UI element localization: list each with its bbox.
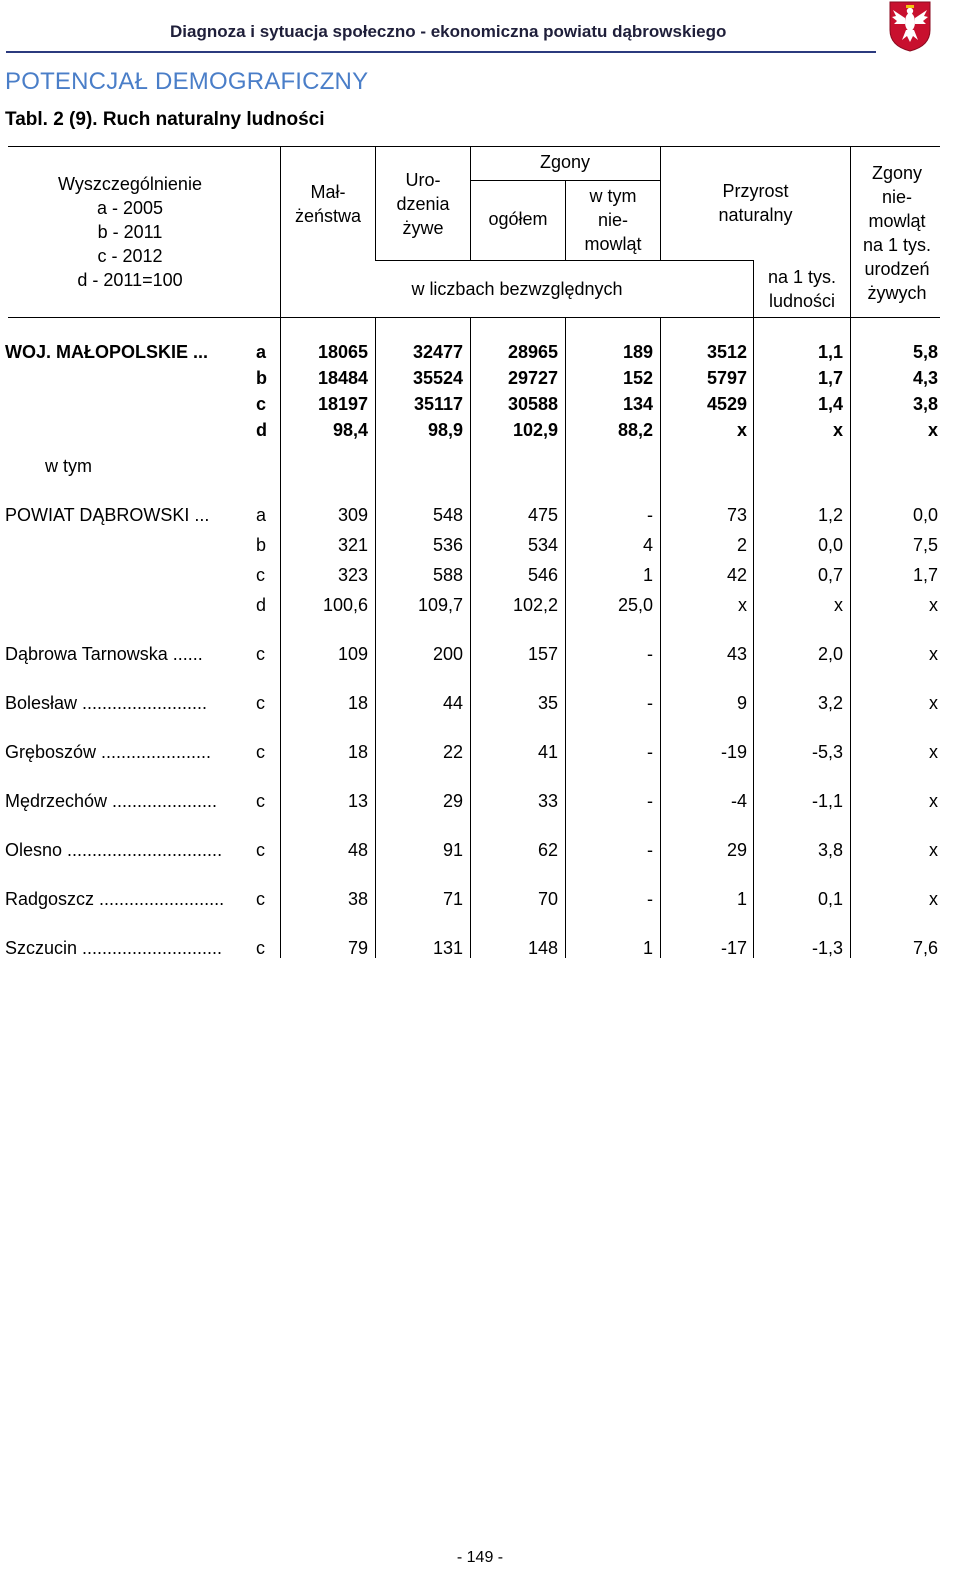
table-cell: 546 (527, 565, 558, 585)
row-letter: c (256, 693, 265, 713)
table-cell: x (929, 840, 938, 860)
table-cell: 152 (622, 368, 653, 388)
header-line: mowląt (584, 234, 642, 254)
table-cell: 109,7 (417, 595, 463, 615)
table-cell: x (929, 742, 938, 762)
table-cell: 1,2 (817, 505, 843, 525)
row-label: POWIAT DĄBROWSKI ... (5, 505, 210, 525)
table-cell: 62 (537, 840, 558, 860)
births-header (376, 168, 470, 240)
header-line: nie- (881, 187, 912, 207)
table-cell: x (929, 889, 938, 909)
legend-a: a - 2005 (96, 198, 164, 218)
table-cell: 18 (347, 742, 368, 762)
table-cell: 35524 (412, 368, 463, 388)
table-cell: 534 (527, 535, 558, 555)
table-cell: x (738, 595, 747, 615)
marriages-header (281, 180, 375, 228)
table-cell: 0,7 (817, 565, 843, 585)
table-cell: 71 (442, 889, 463, 909)
table-cell: 4,3 (912, 368, 938, 388)
table-cell: - (647, 644, 653, 664)
header-line: dzenia (396, 194, 450, 214)
table-cell: - (647, 742, 653, 762)
table-title: Tabl. 2 (9). Ruch naturalny ludności (5, 109, 325, 130)
table-cell: x (929, 791, 938, 811)
table-cell: x (832, 420, 843, 440)
table-cell: 134 (622, 394, 653, 414)
table-cell: 38 (347, 889, 368, 909)
table-cell: - (647, 791, 653, 811)
row-letter: a (256, 505, 267, 525)
table-cell: 323 (337, 565, 368, 585)
table-cell: - (647, 889, 653, 909)
body-divider (850, 318, 851, 958)
absolute-header: w liczbach bezwzględnych (411, 279, 623, 299)
table-cell: 102,9 (512, 420, 558, 440)
row-letter: c (256, 938, 265, 958)
header-line: ludności (768, 291, 836, 311)
table-cell: 42 (726, 565, 747, 585)
table-cell: 4 (642, 535, 653, 555)
table-cell: - (647, 840, 653, 860)
table-cell: 41 (537, 742, 558, 762)
body-divider (660, 318, 661, 958)
header-line: Mał- (310, 182, 346, 202)
legend-d: d - 2011=100 (77, 270, 183, 290)
header-line: żywych (867, 283, 927, 303)
header-line: żywe (402, 218, 444, 238)
row-letter: a (256, 342, 267, 362)
body-divider (753, 318, 754, 958)
table-cell: 25,0 (617, 595, 653, 615)
spec-header (10, 172, 250, 292)
row-label: WOJ. MAŁOPOLSKIE ... (5, 342, 209, 362)
table-cell: 18484 (317, 368, 368, 388)
row-letter: c (256, 742, 265, 762)
table-cell: -4 (730, 791, 747, 811)
table-cell: 3,2 (817, 693, 843, 713)
row-letter: c (256, 840, 265, 860)
row-label: Dąbrowa Tarnowska ...... (5, 644, 203, 664)
table-cell: 22 (442, 742, 463, 762)
deaths-total-header: ogółem (488, 209, 548, 229)
row-letter: d (256, 595, 267, 615)
body-divider (375, 318, 376, 958)
table-cell: 18 (347, 693, 368, 713)
row-letter: b (256, 535, 267, 555)
table-cell: -5,3 (811, 742, 843, 762)
table-cell: 157 (527, 644, 558, 664)
header-line: Uro- (405, 170, 441, 190)
row-letter: c (256, 791, 265, 811)
table-cell: 32477 (412, 342, 463, 362)
table-cell: 30588 (507, 394, 558, 414)
row-letter: b (256, 368, 267, 388)
table-cell: 35 (537, 693, 558, 713)
table-cell: 7,6 (912, 938, 938, 958)
table-cell: 7,5 (912, 535, 938, 555)
table-cell: 73 (726, 505, 747, 525)
table-cell: -1,1 (811, 791, 843, 811)
body-divider (280, 318, 281, 958)
row-label: Olesno ............................... (5, 840, 223, 860)
section-title: POTENCJAŁ DEMOGRAFICZNY (5, 68, 369, 95)
table-cell: 1,4 (817, 394, 843, 414)
absolute-rule (375, 260, 753, 261)
spec-label: Wyszczególnienie (58, 174, 202, 194)
table-cell: 13 (347, 791, 368, 811)
header-line: urodzeń (864, 259, 930, 279)
table-cell: 29727 (507, 368, 558, 388)
table-cell: 309 (337, 505, 368, 525)
table-cell: 18197 (317, 394, 368, 414)
table-cell: 3,8 (912, 394, 938, 414)
table-cell: 29 (726, 840, 747, 860)
table-cell: 28965 (507, 342, 558, 362)
table-cell: 9 (736, 693, 747, 713)
table-cell: 91 (442, 840, 463, 860)
table-cell: 100,6 (322, 595, 368, 615)
table-cell: -1,3 (811, 938, 843, 958)
header-line: żeństwa (294, 206, 362, 226)
header-line: nie- (597, 210, 628, 230)
table-cell: 33 (537, 791, 558, 811)
in-which-label: w tym (45, 456, 92, 476)
table-cell: -17 (720, 938, 747, 958)
table-cell: 2,0 (817, 644, 843, 664)
infant-rate-header (851, 161, 943, 305)
table-cell: x (929, 644, 938, 664)
table-cell: 0,1 (817, 889, 843, 909)
table-cell: 475 (527, 505, 558, 525)
table-cell: - (647, 505, 653, 525)
table-cell: 5797 (706, 368, 747, 388)
table-cell: - (647, 693, 653, 713)
table-cell: 1,7 (817, 368, 843, 388)
body-divider (470, 318, 471, 958)
table-cell: 3,8 (817, 840, 843, 860)
table-cell: 29 (442, 791, 463, 811)
deaths-group-header: Zgony (539, 152, 591, 172)
page-number: - 149 - (456, 1549, 504, 1566)
table-cell: 1 (736, 889, 747, 909)
header-line: w tym (589, 186, 637, 206)
table-cell: x (929, 595, 938, 615)
table-cell: 79 (347, 938, 368, 958)
table-cell: x (834, 595, 843, 615)
header-bottom-rule (8, 317, 940, 318)
table-cell: 98,4 (332, 420, 368, 440)
table-cell: 88,2 (617, 420, 653, 440)
table-cell: 1 (642, 938, 653, 958)
table-cell: 35117 (413, 394, 463, 414)
table-cell: 43 (726, 644, 747, 664)
coat-of-arms-icon (888, 0, 932, 52)
header-line: mowląt (868, 211, 926, 231)
row-letter: d (256, 420, 267, 440)
table-cell: 321 (337, 535, 368, 555)
table-cell: 1,7 (912, 565, 938, 585)
table-cell: 18065 (317, 342, 368, 362)
table-cell: 148 (527, 938, 558, 958)
header-divider (6, 51, 876, 53)
header-line: Zgony (871, 163, 923, 183)
header-line: Przyrost (722, 181, 789, 201)
body-divider (565, 318, 566, 958)
table-cell: 98,9 (427, 420, 463, 440)
table-cell: 200 (432, 644, 463, 664)
table-cell: 0,0 (817, 535, 843, 555)
row-letter: c (256, 394, 267, 414)
table-cell: 536 (432, 535, 463, 555)
legend-b: b - 2011 (97, 222, 163, 242)
growth-header (661, 179, 850, 227)
table-cell: 70 (537, 889, 558, 909)
table-cell: 588 (432, 565, 463, 585)
row-label: Radgoszcz ......................... (5, 889, 225, 909)
header-line: naturalny (718, 205, 793, 225)
header-top-rule (8, 146, 940, 147)
document-title: Diagnoza i sytuacja społeczno - ekonomiczna powiatu dąbrowskiego (170, 22, 727, 41)
legend-c: c - 2012 (97, 246, 163, 266)
table-cell: -19 (720, 742, 747, 762)
col-divider (280, 146, 281, 317)
header-line: na 1 tys. (767, 267, 837, 287)
row-label: Mędrzechów ..................... (5, 791, 218, 811)
row-label: Bolesław ......................... (5, 693, 208, 713)
table-cell: 44 (442, 693, 463, 713)
table-cell: 102,2 (512, 595, 558, 615)
table-cell: 5,8 (912, 342, 938, 362)
table-cell: 548 (432, 505, 463, 525)
table-cell: 0,0 (912, 505, 938, 525)
header-line: na 1 tys. (862, 235, 932, 255)
row-label: Szczucin ............................ (5, 938, 223, 958)
row-letter: c (256, 565, 265, 585)
table-cell: 4529 (706, 394, 747, 414)
per-1000-header (754, 265, 850, 313)
table-cell: x (927, 420, 938, 440)
deaths-infant-header (566, 184, 660, 256)
row-letter: c (256, 889, 265, 909)
table-cell: x (929, 693, 938, 713)
table-cell: x (736, 420, 747, 440)
table-cell: 3512 (706, 342, 747, 362)
table-cell: 48 (347, 840, 368, 860)
table-cell: 2 (736, 535, 747, 555)
table-cell: 109 (337, 644, 368, 664)
table-cell: 189 (622, 342, 653, 362)
table-cell: 1,1 (817, 342, 843, 362)
row-label: Gręboszów ...................... (5, 742, 212, 762)
row-letter: c (256, 644, 265, 664)
table-cell: 1 (642, 565, 653, 585)
table-cell: 131 (432, 938, 463, 958)
